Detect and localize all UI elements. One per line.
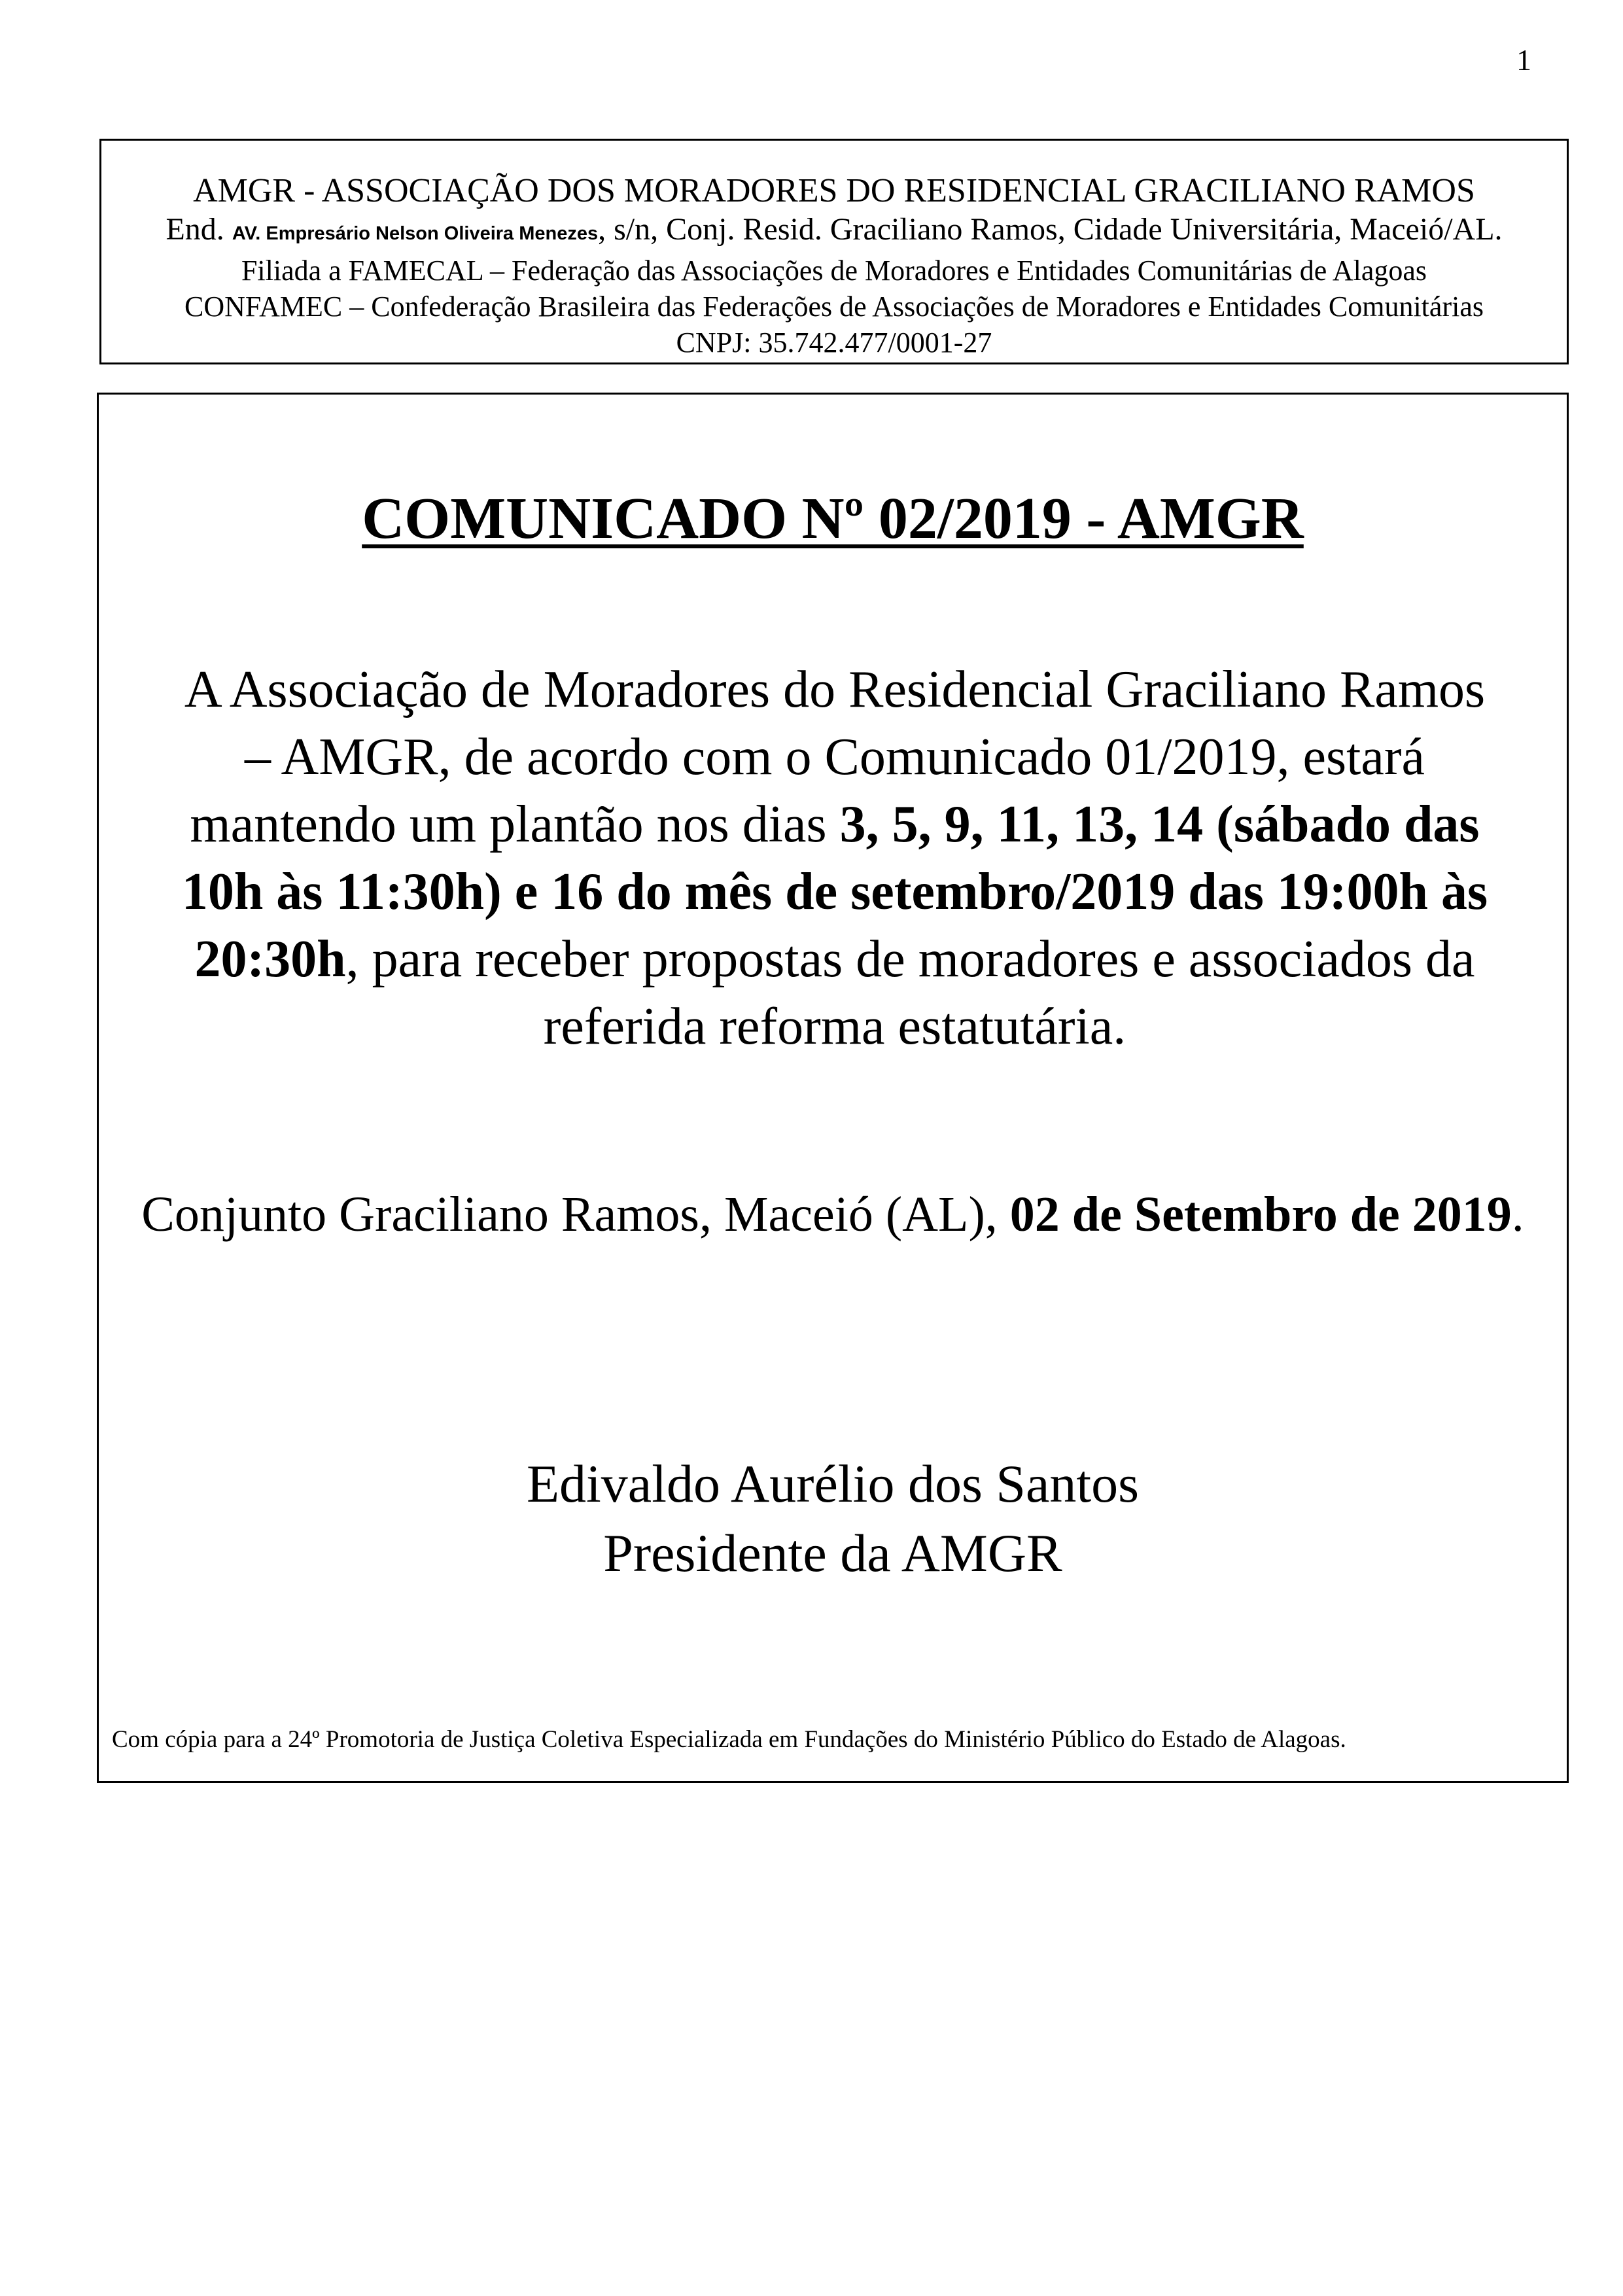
letterhead <box>99 139 1569 364</box>
address-line <box>101 211 1567 253</box>
signer-name: Edivaldo Aurélio dos Santos <box>526 1454 1140 1513</box>
signature-block <box>99 1449 1567 1588</box>
body-row-4-bold: 10h às 11:30h) e 16 do mês de setembro/2019 das 19:00h às <box>181 863 1488 921</box>
page-number: 1 <box>1516 43 1531 77</box>
address-prefix: End. <box>166 212 232 247</box>
date-text: 02 de Setembro de 2019 <box>1009 1187 1512 1242</box>
body-row-5-bold: 20:30h <box>194 930 346 988</box>
body-row-3 <box>118 791 1551 858</box>
body-row-5 <box>118 926 1551 993</box>
body-row-6: referida reforma estatutária. <box>543 998 1126 1055</box>
place-text: Conjunto Graciliano Ramos, Maceió (AL), <box>141 1187 1010 1242</box>
body-row-5-plain: , para receber propostas de moradores e associados da <box>345 930 1475 988</box>
body-row-3-bold: 3, 5, 9, 11, 13, 14 (sábado das <box>839 796 1480 853</box>
address-street: AV. Empresário Nelson Oliveira Menezes <box>232 223 599 244</box>
body-row-1: A Associação de Moradores do Residencial Graciliano Ramos <box>184 661 1486 718</box>
confederation-line: CONFAMEC – Confederação Brasileira das Federações de Associações de Moradores e Entidades Comunitárias <box>184 291 1484 323</box>
place-and-date <box>99 1182 1567 1247</box>
notice-title-wrap <box>99 483 1567 555</box>
signer-role: Presidente da AMGR <box>603 1523 1062 1583</box>
association-name: AMGR - ASSOCIAÇÃO DOS MORADORES DO RESIDENCIAL GRACILIANO RAMOS <box>193 172 1475 209</box>
notice-body <box>118 656 1551 1061</box>
address-rest: , s/n, Conj. Resid. Graciliano Ramos, Cidade Universitária, Maceió/AL. <box>598 212 1503 247</box>
body-row-2: – AMGR, de acordo com o Comunicado 01/2019, estará <box>244 728 1425 786</box>
cnpj-line: CNPJ: 35.742.477/0001-27 <box>676 327 992 359</box>
copy-note: Com cópia para a 24º Promotoria de Justiça Coletiva Especializada em Fundações do Ministério Público do Estado de Alagoas. <box>112 1726 1346 1753</box>
notice-box <box>97 393 1569 1783</box>
affiliation-line: Filiada a FAMECAL – Federação das Associações de Moradores e Entidades Comunitárias de Alagoas <box>241 255 1427 287</box>
body-row-4 <box>118 858 1551 926</box>
body-row-3-plain: mantendo um plantão nos dias <box>190 796 840 853</box>
notice-title: COMUNICADO Nº 02/2019 - AMGR <box>362 486 1304 551</box>
date-period: . <box>1511 1187 1524 1242</box>
